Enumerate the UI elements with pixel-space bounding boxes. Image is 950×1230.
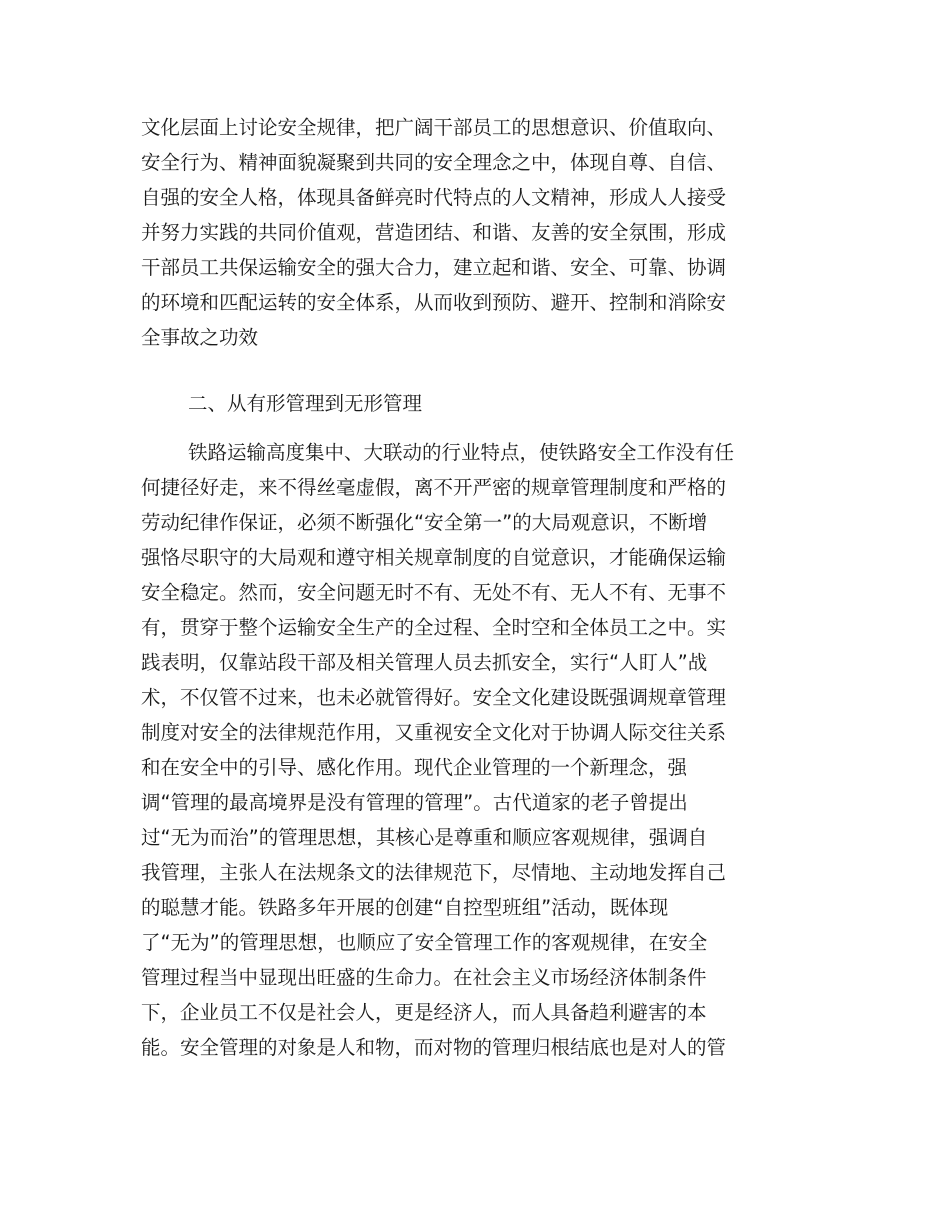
paragraph-line: 过“无为而治”的管理思想，其核心是尊重和顺应客观规律，强调自 [141, 826, 708, 849]
paragraph-line: 了“无为”的管理思想，也顺应了安全管理工作的客观规律，在安全 [141, 931, 708, 954]
paragraph-line: 何捷径好走，来不得丝毫虚假，离不开严密的规章管理制度和严格的 [141, 476, 727, 499]
paragraph-line: 全事故之功效 [141, 326, 259, 349]
paragraph-line: 文化层面上讨论安全规律，把广阔干部员工的思想意识、价值取向、 [141, 116, 727, 139]
paragraph-line: 干部员工共保运输安全的强大合力，建立起和谐、安全、可靠、协调 [141, 256, 727, 279]
paragraph-line: 劳动纪律作保证，必须不断强化“安全第一”的大局观意识，不断增 [141, 511, 708, 534]
paragraph-line: 安全稳定。然而，安全问题无时不有、无处不有、无人不有、无事不 [141, 581, 727, 604]
paragraph-line: 有，贯穿于整个运输安全生产的全过程、全时空和全体员工之中。实 [141, 616, 727, 639]
paragraph-line: 制度对安全的法律规范作用，又重视安全文化对于协调人际交往关系 [141, 721, 727, 744]
paragraph-line: 我管理，主张人在法规条文的法律规范下，尽情地、主动地发挥自己 [141, 861, 727, 884]
paragraph-line: 并努力实践的共同价值观，营造团结、和谐、友善的安全氛围，形成 [141, 221, 727, 244]
paragraph-line: 自强的安全人格，体现具备鲜亮时代特点的人文精神，形成人人接受 [141, 186, 727, 209]
paragraph-line: 和在安全中的引导、感化作用。现代企业管理的一个新理念，强 [141, 756, 688, 779]
paragraph-line: 安全行为、精神面貌凝聚到共同的安全理念之中，体现自尊、自信、 [141, 151, 727, 174]
section-heading: 二、从有形管理到无形管理 [188, 392, 423, 415]
paragraph-line: 术，不仅管不过来，也未必就管得好。安全文化建设既强调规章管理 [141, 686, 727, 709]
paragraph-line: 的环境和匹配运转的安全体系，从而收到预防、避开、控制和消除安 [141, 291, 727, 314]
paragraph-line: 管理过程当中显现出旺盛的生命力。在社会主义市场经济体制条件 [141, 966, 707, 989]
paragraph-line: 下，企业员工不仅是社会人，更是经济人，而人具备趋利避害的本 [141, 1001, 707, 1024]
paragraph-line: 践表明，仅靠站段干部及相关管理人员去抓安全，实行“人盯人”战 [141, 651, 708, 674]
paragraph-line: 铁路运输高度集中、大联动的行业特点，使铁路安全工作没有任 [188, 441, 735, 464]
paragraph-line: 的聪慧才能。铁路多年开展的创建“自控型班组”活动，既体现 [141, 896, 669, 919]
paragraph-line: 调“管理的最高境界是没有管理的管理”。古代道家的老子曾提出 [141, 791, 688, 814]
paragraph-line: 强恪尽职守的大局观和遵守相关规章制度的自觉意识，才能确保运输 [141, 546, 727, 569]
paragraph-line: 能。安全管理的对象是人和物，而对物的管理归根结底也是对人的管 [141, 1036, 727, 1059]
